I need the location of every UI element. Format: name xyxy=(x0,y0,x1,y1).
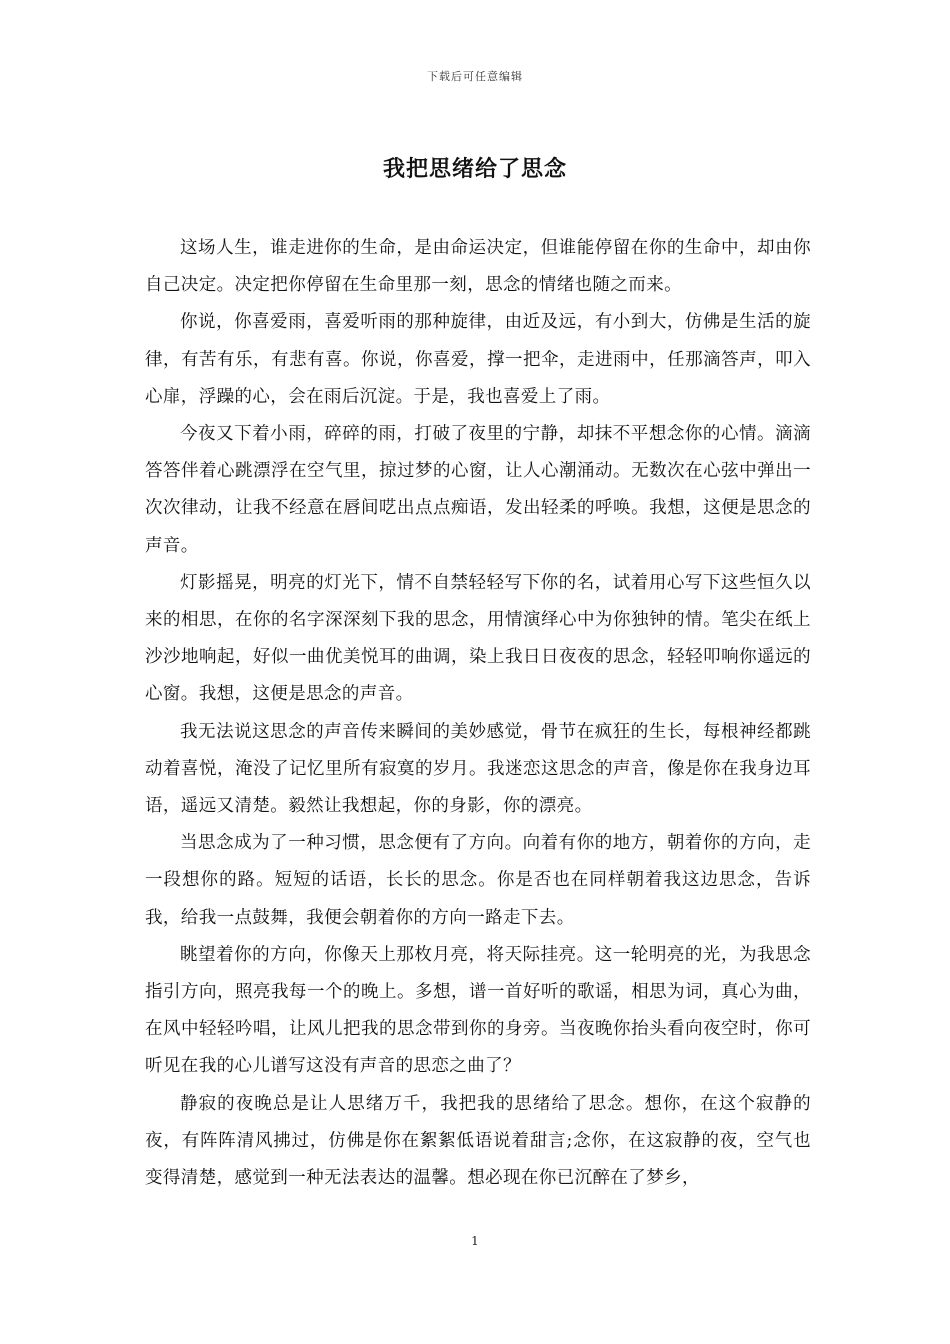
paragraph: 今夜又下着小雨，碎碎的雨，打破了夜里的宁静，却抹不平想念你的心情。滴滴答答伴着心跳漂浮在空气里，掠过梦的心窗，让人心潮涌动。无数次在心弦中弹出一次次律动，让我不经意在唇间呓出点点痴语，发出轻柔的呼唤。我想，这便是思念的声音。 xyxy=(145,424,811,556)
paragraph: 当思念成为了一种习惯，思念便有了方向。向着有你的地方，朝着你的方向，走一段想你的路。短短的话语，长长的思念。你是否也在同样朝着我这边思念，告诉我，给我一点鼓舞，我便会朝着你的方向一路走下去。 xyxy=(145,833,811,928)
paragraph: 这场人生，谁走进你的生命，是由命运决定，但谁能停留在你的生命中，却由你自己决定。决定把你停留在生命里那一刻，思念的情绪也随之而来。 xyxy=(145,238,811,296)
page-number: 1 xyxy=(471,1234,479,1248)
header-note: 下载后可任意编辑 xyxy=(427,70,523,83)
document-body xyxy=(145,230,811,1197)
document-title: 我把思绪给了思念 xyxy=(382,156,567,182)
paragraph: 灯影摇晃，明亮的灯光下，情不自禁轻轻写下你的名，试着用心写下这些恒久以来的相思，在你的名字深深刻下我的思念，用情演绎心中为你独钟的情。笔尖在纸上沙沙地响起，好似一曲优美悦耳的曲调，染上我日日夜夜的思念，轻轻叩响你遥远的心窗。我想，这便是思念的声音。 xyxy=(145,572,811,705)
paragraph: 静寂的夜晚总是让人思绪万千，我把我的思绪给了思念。想你，在这个寂静的夜，有阵阵清风拂过，仿佛是你在絮絮低语说着甜言;念你，在这寂静的夜，空气也变得清楚，感觉到一种无法表达的温馨。想必现在你已沉醉在了梦乡， xyxy=(145,1093,811,1189)
paragraph: 眺望着你的方向，你像天上那枚月亮，将天际挂亮。这一轮明亮的光，为我思念指引方向，照亮我每一个的晚上。多想，谱一首好听的歌谣，相思为词，真心为曲，在风中轻轻吟唱，让风儿把我的思念带到你的身旁。当夜晚你抬头看向夜空时，你可听见在我的心儿谱写这没有声音的思恋之曲了？ xyxy=(145,944,811,1077)
paragraph: 我无法说这思念的声音传来瞬间的美妙感觉，骨节在疯狂的生长，每根神经都跳动着喜悦，淹没了记忆里所有寂寞的岁月。我迷恋这思念的声音，像是你在我身边耳语，遥远又清楚。毅然让我想起，你的身影，你的漂亮。 xyxy=(145,721,811,817)
paragraph: 你说，你喜爱雨，喜爱听雨的那种旋律，由近及远，有小到大，仿佛是生活的旋律，有苦有乐，有悲有喜。你说，你喜爱，撑一把伞，走进雨中，任那滴答声，叩入心扉，浮躁的心，会在雨后沉淀。于是，我也喜爱上了雨。 xyxy=(145,312,811,407)
